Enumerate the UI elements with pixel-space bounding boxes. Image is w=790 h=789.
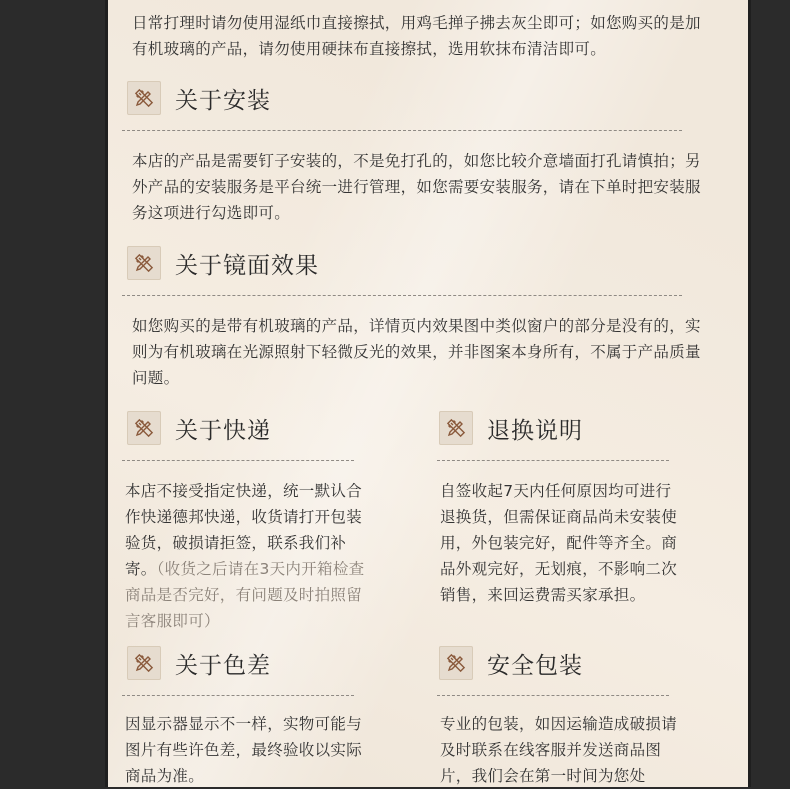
pencil-ruler-icon [127,646,161,680]
packaging-text: 专业的包装，如因运输造成破损请及时联系在线客服并发送商品图片，我们会在第一时间为您处 [440,715,678,785]
pencil-ruler-icon [439,646,473,680]
section-title: 安全包装 [487,652,583,679]
pencil-ruler-icon [439,411,473,445]
section-heading-delivery [127,411,271,445]
section-divider [122,460,354,461]
section-heading-packaging [439,646,583,680]
section-heading-color [127,646,271,680]
panel-edge-right [748,0,751,787]
section-title: 关于快递 [175,417,271,444]
section-title: 退换说明 [487,417,583,444]
install-text: 本店的产品是需要钉子安装的，不是免打孔的，如您比较介意墙面打孔请慎拍；另外产品的安装服务是平台统一进行管理，如您需要安装服务，请在下单时把安装服务这项进行勾选即可。 [132,152,701,222]
returns-text: 自签收起7天内任何原因均可进行退换货，但需保证商品尚未安装使用，外包装完好，配件等齐全。商品外观完好，无划痕，不影响二次销售，来回运费需买家承担。 [440,482,678,604]
section-title: 关于镜面效果 [175,252,319,279]
section-divider [437,695,669,696]
mirror-text: 如您购买的是带有机玻璃的产品，详情页内效果图中类似窗户的部分是没有的，实则为有机玻璃在光源照射下轻微反光的效果，并非图案本身所有，不属于产品质量问题。 [132,317,701,387]
delivery-note: （收货之后请在3天内开箱检查商品是否完好，有问题及时拍照留言客服即可） [125,560,365,630]
panel-edge-left [105,0,108,787]
delivery-body: 本店不接受指定快递，统一默认合作快递德邦快递，收货请打开包装验货，破损请拒签，联系我们补寄。 [125,482,363,578]
section-title: 关于色差 [175,652,271,679]
section-heading-returns [439,411,583,445]
pencil-ruler-icon [127,411,161,445]
color-text: 因显示器显示不一样，实物可能与图片有些许色差，最终验收以实际商品为准。 [125,715,363,785]
section-title: 关于安装 [175,87,271,114]
care-text: 日常打理时请勿使用湿纸巾直接擦拭，用鸡毛掸子拂去灰尘即可；如您购买的是加有机玻璃的产品，请勿使用硬抹布直接擦拭，选用软抹布清洁即可。 [132,14,701,58]
section-divider [122,130,682,131]
pencil-ruler-icon [127,246,161,280]
section-divider [122,295,682,296]
delivery-text [125,478,370,634]
section-heading-mirror [127,246,319,280]
content-panel [105,0,751,787]
section-heading-install [127,81,271,115]
pencil-ruler-icon [127,81,161,115]
section-divider [437,460,669,461]
section-divider [122,695,354,696]
